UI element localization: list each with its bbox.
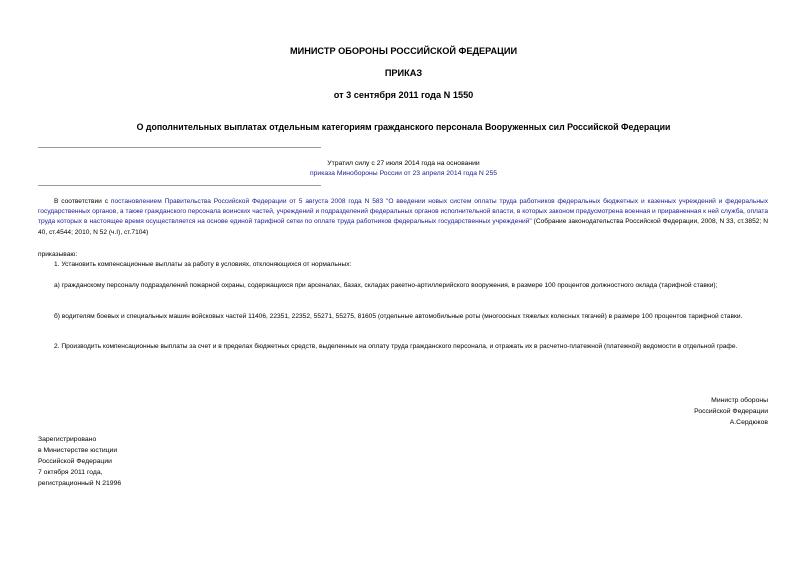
clause-1b: б) водителям боевых и специальных машин войсковых частей 11406, 22351, 22352, 55271, 55275, 81605 (отдельные автомобильные роты (многоосных тяжелых колесных тягачей) в размере 100 процентов тарифной ставки. xyxy=(54,313,743,320)
registration-line-1: Зарегистрировано xyxy=(38,436,97,443)
document-type: ПРИКАЗ xyxy=(384,68,423,78)
status-line: Утратил силу с 27 июля 2014 года на основании xyxy=(327,160,480,167)
registration-number: регистрационный N 21996 xyxy=(38,480,122,487)
signature-country: Российской Федерации xyxy=(694,408,768,415)
repeal-order-link[interactable]: приказа Минобороны России от 23 апреля 2014 года N 255 xyxy=(309,170,498,177)
document-date-number: от 3 сентября 2011 года N 1550 xyxy=(333,90,474,100)
ministry-heading: МИНИСТР ОБОРОНЫ РОССИЙСКОЙ ФЕДЕРАЦИИ xyxy=(289,46,518,56)
clause-2: 2. Производить компенсационные выплаты за счет и в пределах бюджетных средств, выделенных на оплату труда гражданского персонала, и отражать их в расчетно-платежной (платежной) ведомости в отдельной графе. xyxy=(54,343,738,350)
order-word: приказываю: xyxy=(38,251,78,258)
government-decree-link[interactable]: постановлением Правительства Российской Федерации от 5 августа 2008 года N 583 "О введении новых систем оплаты труда работников федеральных бюджетных и казенных учреждений и федеральных государственных органов, а также гражданского персонала воинских частей, учреждений и подразделений федеральных органов исполнительной власти, в которых законом предусмотрена военная и приравненная к ней служба, оплата труда которых в настоящее время осуществляется на основе единой тарифной сетки по оплате труда работников федеральных государственных учреждений" xyxy=(38,198,768,226)
signature-name: А.Сердюков xyxy=(729,419,768,426)
preamble-prefix: В соответствии с xyxy=(54,198,111,205)
preamble-paragraph xyxy=(38,197,768,238)
clause-1a: а) гражданскому персоналу подразделений пожарной охраны, содержащихся при арсеналах, базах, складах ракетно-артиллерийского вооружения, в размере 100 процентов должностного оклада (тарифной ставки); xyxy=(54,282,718,289)
divider-bottom xyxy=(38,185,321,186)
registration-line-3: Российской Федерации xyxy=(38,458,112,465)
clause-1: 1. Установить компенсационные выплаты за работу в условиях, отклоняющихся от нормальных: xyxy=(54,261,352,268)
preamble-suffix: (Собрание законодательства Российской Федерации, 2008, N 33, ст.3852; N 40, ст.4544; 2010, N 52 (ч.I), ст.7104) xyxy=(38,218,768,236)
status-note xyxy=(0,159,807,179)
registration-block xyxy=(38,434,121,489)
registration-line-2: в Министерстве юстиции xyxy=(38,447,118,454)
divider-top xyxy=(38,147,321,148)
document-title: О дополнительных выплатах отдельным категориям гражданского персонала Вооруженных сил Российской Федерации xyxy=(136,122,671,132)
signature-position: Министр обороны xyxy=(711,397,768,404)
signature-block xyxy=(694,395,768,428)
registration-date: 7 октября 2011 года, xyxy=(38,469,103,476)
